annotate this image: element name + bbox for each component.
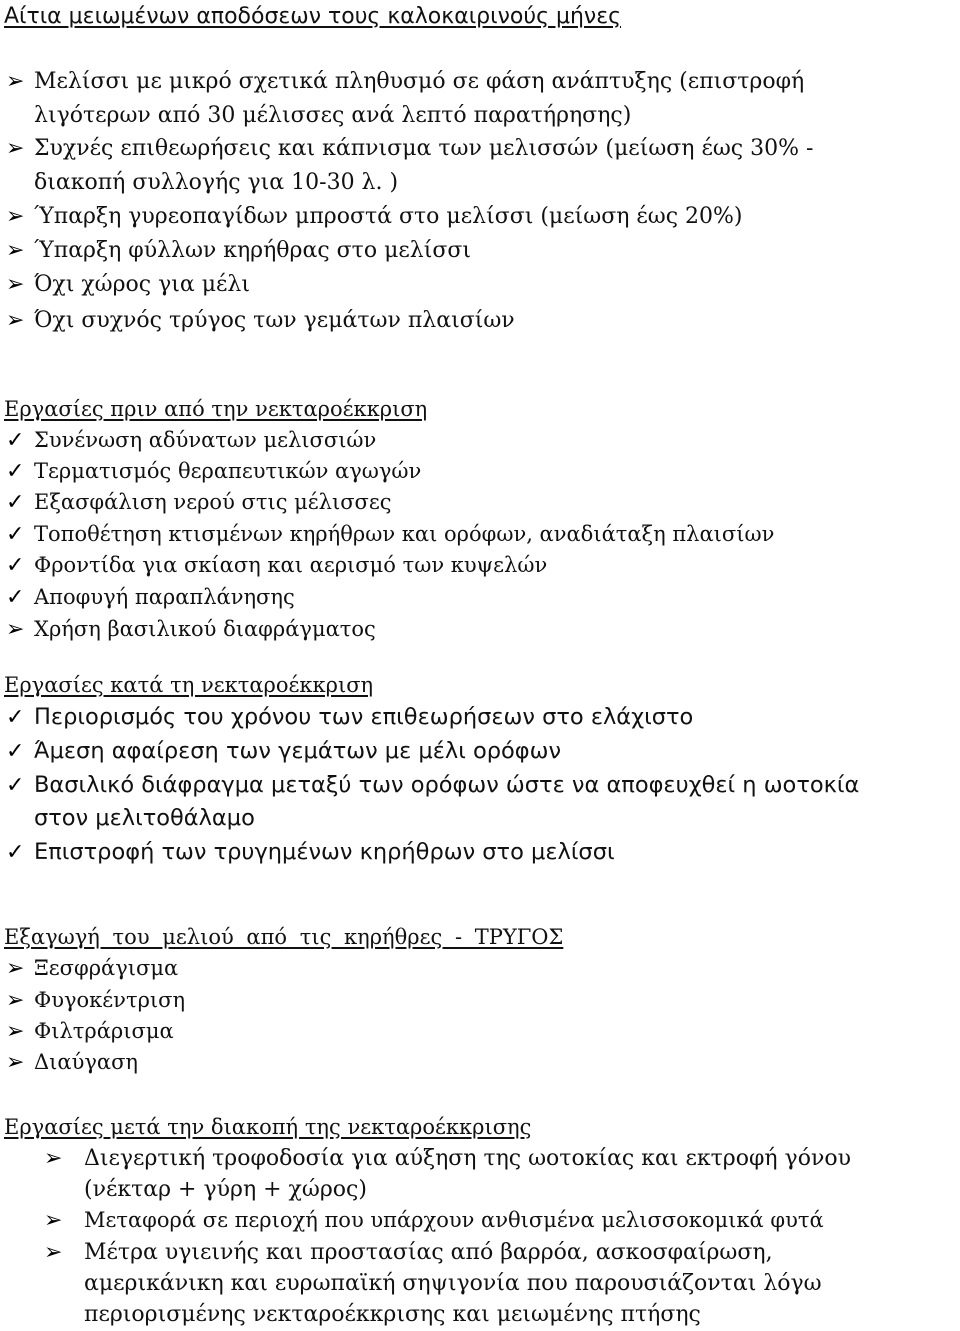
arrow-icon: ➢ bbox=[6, 617, 25, 642]
list-item bbox=[6, 268, 956, 302]
check-icon: ✓ bbox=[6, 553, 25, 578]
arrow-icon: ➢ bbox=[6, 988, 25, 1013]
list-item-line: Φυγοκέντριση bbox=[34, 988, 186, 1012]
list-item-line: Διαύγαση bbox=[34, 1050, 138, 1074]
list-item bbox=[6, 953, 956, 984]
list-item bbox=[6, 1016, 956, 1047]
list-item bbox=[44, 1205, 960, 1236]
check-icon: ✓ bbox=[6, 585, 25, 610]
list-item-line: Ξεσφράγισμα bbox=[34, 956, 179, 980]
arrow-icon: ➢ bbox=[6, 1019, 25, 1044]
arrow-icon: ➢ bbox=[6, 69, 25, 94]
list-item-line: Εξασφάλιση νερού στις μέλισσες bbox=[34, 490, 392, 514]
list-item-line: Μελίσσι με μικρό σχετικά πληθυσμό σε φάση ανάπτυξης (επιστροφή bbox=[34, 69, 805, 94]
list-item bbox=[6, 132, 956, 200]
section-heading-during-nectar-flow: Εργασίες κατά τη νεκταροέκκριση bbox=[4, 673, 374, 697]
list-item bbox=[44, 1143, 960, 1205]
section-heading-causes: Αίτια μειωμένων αποδόσεων τους καλοκαιρινούς μήνες bbox=[4, 4, 622, 29]
check-icon: ✓ bbox=[6, 522, 25, 547]
list-item bbox=[6, 614, 956, 645]
check-icon: ✓ bbox=[6, 773, 25, 798]
section-heading-honey-extraction: Εξαγωγή του μελιού από τις κηρήθρες - ΤΡΥΓΟΣ bbox=[4, 925, 564, 949]
list-item bbox=[6, 985, 956, 1016]
list-item-line: Βασιλικό διάφραγμα μεταξύ των ορόφων ώστε να αποφευχθεί η ωοτοκία bbox=[34, 772, 860, 798]
list-item bbox=[6, 234, 956, 268]
list-item-line: (νέκταρ + γύρη + χώρος) bbox=[84, 1177, 367, 1202]
list-item bbox=[6, 425, 956, 456]
list-item-line: Συχνές επιθεωρήσεις και κάπνισμα των μελισσών (μείωση έως 30% - bbox=[34, 136, 814, 161]
list-item-line: Όχι χώρος για μέλι bbox=[34, 272, 250, 297]
list-item-line: Τοποθέτηση κτισμένων κηρήθρων και ορόφων, αναδιάταξη πλαισίων bbox=[34, 522, 775, 546]
list-item-line: Τερματισμός θεραπευτικών αγωγών bbox=[34, 459, 422, 483]
list-item-line: αμερικάνικη και ευρωπαϊκή σηψιγονία που παρουσιάζονται λόγω bbox=[84, 1271, 822, 1296]
list-item bbox=[6, 769, 956, 835]
list-item-line: Μεταφορά σε περιοχή που υπάρχουν ανθισμένα μελισσοκομικά φυτά bbox=[84, 1208, 824, 1232]
list-item bbox=[6, 519, 956, 550]
list-item-line: στον μελιτοθάλαμο bbox=[34, 805, 255, 831]
list-item bbox=[6, 456, 956, 487]
list-item-line: διακοπή συλλογής για 10-30 λ. ) bbox=[34, 170, 399, 195]
list-item bbox=[6, 200, 956, 234]
list-item-line: Επιστροφή των τρυγημένων κηρήθρων στο μελίσσι bbox=[34, 839, 615, 865]
list-item-line: Μέτρα υγιεινής και προστασίας από βαρρόα, ασκοσφαίρωση, bbox=[84, 1240, 773, 1265]
list-item-line: Περιορισμός του χρόνου των επιθεωρήσεων στο ελάχιστο bbox=[34, 704, 694, 730]
list-item-line: Διεγερτική τροφοδοσία για αύξηση της ωοτοκίας και εκτροφή γόνου bbox=[84, 1146, 851, 1171]
check-icon: ✓ bbox=[6, 705, 25, 730]
section-heading-after-nectar-flow: Εργασίες μετά την διακοπή της νεκταροέκκρισης bbox=[4, 1115, 532, 1139]
arrow-icon: ➢ bbox=[6, 136, 25, 161]
list-item bbox=[6, 65, 956, 133]
list-item-line: Ύπαρξη φύλλων κηρήθρας στο μελίσσι bbox=[34, 238, 472, 263]
arrow-icon: ➢ bbox=[6, 238, 25, 263]
list-item-line: Ύπαρξη γυρεοπαγίδων μπροστά στο μελίσσι (μείωση έως 20%) bbox=[34, 204, 743, 229]
list-item bbox=[6, 836, 956, 869]
section-heading-before-nectar-flow: Εργασίες πριν από την νεκταροέκκριση bbox=[4, 397, 428, 421]
list-item-line: λιγότερων από 30 μέλισσες ανά λεπτό παρατήρησης) bbox=[34, 103, 632, 128]
list-item-line: Φιλτράρισμα bbox=[34, 1019, 174, 1043]
list-item bbox=[6, 1047, 956, 1078]
list-item-line: περιορισμένης νεκταροέκκρισης και μειωμένης πτήσης bbox=[84, 1302, 701, 1327]
arrow-icon: ➢ bbox=[44, 1240, 63, 1265]
arrow-icon: ➢ bbox=[44, 1146, 63, 1171]
arrow-icon: ➢ bbox=[44, 1208, 63, 1233]
arrow-icon: ➢ bbox=[6, 272, 25, 297]
arrow-icon: ➢ bbox=[6, 1050, 25, 1075]
list-item bbox=[6, 582, 956, 613]
list-item bbox=[6, 701, 956, 734]
check-icon: ✓ bbox=[6, 459, 25, 484]
list-item-line: Φροντίδα για σκίαση και αερισμό των κυψελών bbox=[34, 553, 548, 577]
check-icon: ✓ bbox=[6, 840, 25, 865]
check-icon: ✓ bbox=[6, 739, 25, 764]
list-item bbox=[6, 304, 956, 338]
list-item bbox=[44, 1237, 960, 1330]
list-item bbox=[6, 487, 956, 518]
list-item bbox=[6, 550, 956, 581]
list-item-line: Αποφυγή παραπλάνησης bbox=[34, 585, 295, 609]
arrow-icon: ➢ bbox=[6, 204, 25, 229]
arrow-icon: ➢ bbox=[6, 308, 25, 333]
list-item-line: Όχι συχνός τρύγος των γεμάτων πλαισίων bbox=[34, 308, 515, 333]
arrow-icon: ➢ bbox=[6, 956, 25, 981]
check-icon: ✓ bbox=[6, 428, 25, 453]
list-item-line: Συνένωση αδύνατων μελισσιών bbox=[34, 428, 377, 452]
check-icon: ✓ bbox=[6, 490, 25, 515]
list-item bbox=[6, 735, 956, 768]
list-item-line: Άμεση αφαίρεση των γεμάτων με μέλι ορόφων bbox=[34, 738, 562, 764]
list-item-line: Χρήση βασιλικού διαφράγματος bbox=[34, 617, 376, 641]
